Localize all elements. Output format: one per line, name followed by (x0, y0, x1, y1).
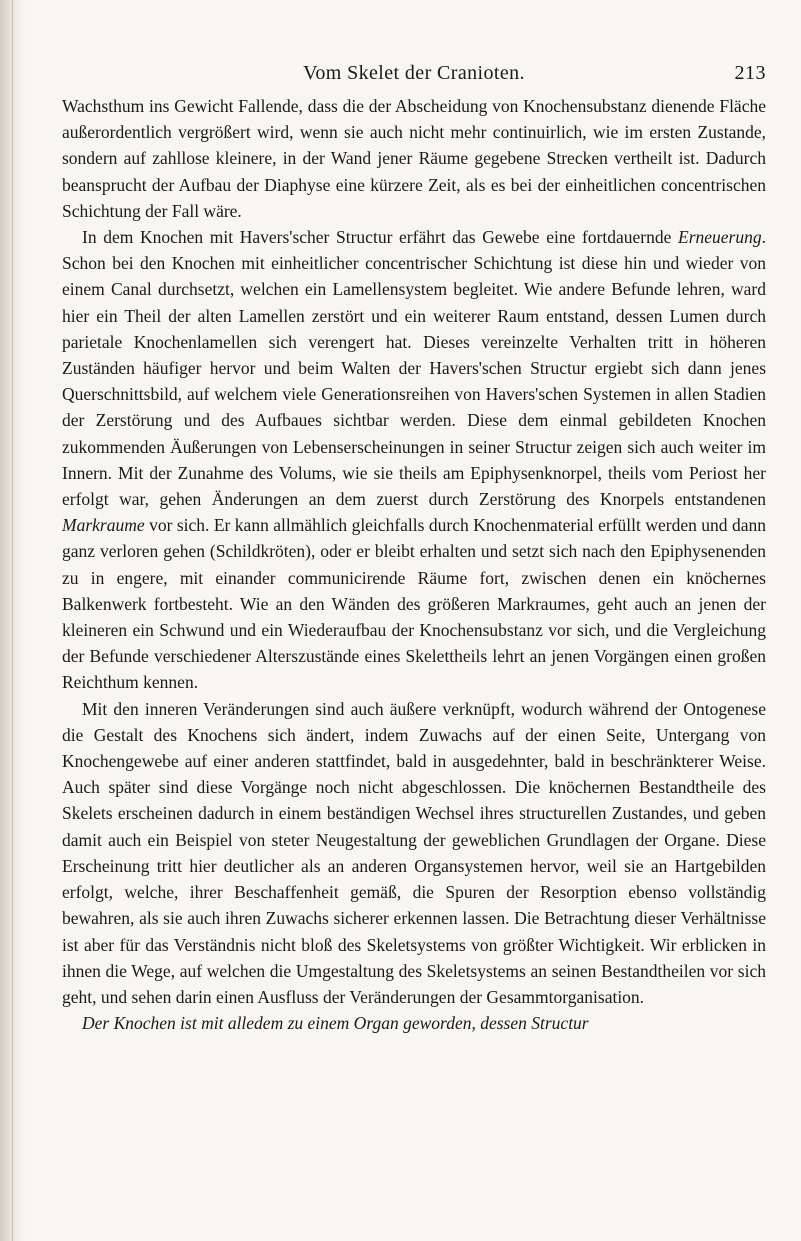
body-text (62, 93, 766, 1036)
running-title: Vom Skelet der Cranioten. (303, 62, 525, 84)
text-run: . Schon bei den Knochen mit einheitlicher concentrischer Schichtung ist diese hin und wieder von einem Canal durchsetzt, welchen ein Lamellensystem begleitet. Wie andere Befunde lehren, ward hier ein Theil der alten Lamellen zerstört und ein weiterer Raum entstand, dessen Lumen durch parietale Knochenlamellen sich verengert hat. Dieses vereinzelte Verhalten tritt in höheren Zuständen häufiger hervor und beim Walten der Havers'schen Structur ergiebt sich dann jenes Querschnittsbild, auf welchem viele Generationsreihen von Havers'schen Systemen in allen Stadien der Zerstörung und des Aufbaues sichtbar werden. Diese dem einmal gebildeten Knochen zukommenden Äußerungen von Lebenserscheinungen in seiner Structur zeigen sich auch weiter im Innern. Mit der Zunahme des Volums, wie sie theils am Epiphysenknorpel, theils vom Periost her erfolgt war, gehen Änderungen an dem zuerst durch Zerstörung des Knorpels entstandenen (62, 227, 766, 510)
paragraph-continued: Wachsthum ins Gewicht Fallende, dass die der Abscheidung von Knochensubstanz dienende Fläche außerordentlich vergrößert wird, wenn sie auch nicht mehr continuirlich, wie im ersten Zustande, sondern auf zahllose kleinere, in der Wand jener Räume gegebene Strecken vertheilt ist. Dadurch beansprucht der Aufbau der Diaphyse eine kürzere Zeit, als es bei der einheitlichen concentrischen Schichtung der Fall wäre. (62, 96, 766, 221)
paragraph-italic-start (62, 1010, 766, 1036)
paragraph-aeussere-veraenderungen: Mit den inneren Veränderungen sind auch äußere verknüpft, wodurch während der Ontogenese die Gestalt des Knochens sich ändert, indem Zuwachs auf der einen Seite, Untergang von Knochengewebe auf einer anderen stattfindet, bald in ausgedehnter, bald in beschränkterer Weise. Auch später sind diese Vorgänge noch nicht abgeschlossen. Die knöchernen Bestandtheile des Skelets erscheinen dadurch in einem beständigen Wechsel ihres structurellen Zustandes, und geben damit auch ein Beispiel von steter Neugestaltung der geweblichen Grundlagen der Organe. Diese Erscheinung tritt hier deutlicher als an anderen Organsystemen hervor, weil sie an Hartgebilden erfolgt, welche, ihrer Beschaffenheit gemäß, die Spuren der Resorption ebenso vollständig bewahren, als sie auch ihren Zuwachs sicherer erkennen lassen. Die Betrachtung dieser Verhältnisse ist aber für das Verständnis nicht bloß des Skeletsystems von größter Wichtigkeit. Wir erblicken in ihnen die Wege, auf welchen die Umgestaltung des Skeletsystems an seinen Bestandtheilen vor sich geht, und sehen darin einen Ausfluss der Veränderungen der Gesammtorganisation. (62, 698, 766, 1007)
binding-edge (12, 0, 13, 1241)
paragraph-erneuerung (62, 224, 766, 696)
binding-shadow (0, 0, 26, 1241)
emphasis-erneuerung: Erneuerung (678, 227, 762, 248)
running-head (62, 58, 766, 88)
text-run: vor sich. Er kann allmählich gleichfalls durch Knochenmaterial erfüllt werden und dann ganz verloren gehen (Schildkröten), oder er bleibt erhalten und setzt sich nach den Epiphysenenden zu in engere, mit einander communicirende Räume fort, zwischen denen ein knöchernes Balkenwerk fortbesteht. Wie an den Wänden des größeren Markraumes, geht auch an jenen der kleineren ein Schwund und ein Wiederaufbau der Knochensubstanz vor sich, und die Vergleichung der Befunde verschiedener Alterszustände eines Skelettheils lehrt an jenen Vorgängen einen großen Reichthum kennen. (62, 515, 766, 693)
emphasis-markraume: Markraume (62, 515, 145, 536)
text-run: In dem Knochen mit Havers'scher Structur erfährt das Gewebe eine fortdauernde (82, 227, 679, 248)
emphasis-sentence: Der Knochen ist mit alledem zu einem Organ geworden, dessen Structur (82, 1013, 589, 1034)
page-number: 213 (734, 62, 766, 84)
